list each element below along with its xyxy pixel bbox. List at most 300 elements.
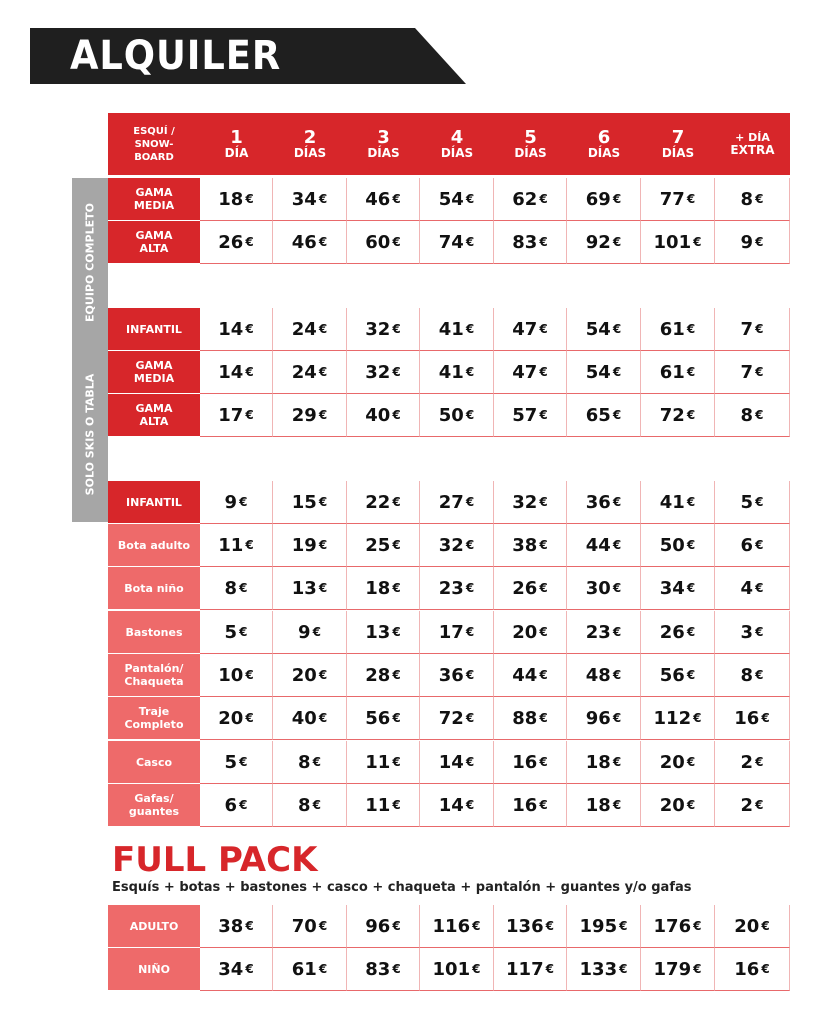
table-row-price [420,784,494,827]
price-value: 5 [740,491,754,513]
table-row-price [200,221,273,264]
price-value: 4 [740,577,754,599]
price-value: 10 [218,664,244,686]
table-row-price [494,351,567,394]
price-value: 34 [659,577,685,599]
price-value: 8 [740,664,754,686]
price-value: 8 [224,577,238,599]
currency-symbol: € [612,581,622,595]
currency-symbol: € [245,365,254,379]
price-value: 32 [512,491,538,513]
price-value: 62 [512,188,538,210]
price-value: 18 [218,188,244,210]
price-value: 28 [365,664,391,686]
price-value: 17 [218,404,244,426]
table-row-price [567,394,641,437]
table-row-price [494,221,567,264]
full-pack-row-price [641,948,715,991]
table-row-price [494,308,567,351]
table-row-label-text: Pantalón/ [124,662,184,675]
price-value: 8 [740,404,754,426]
table-row-price [641,178,715,221]
currency-symbol: € [612,365,622,379]
currency-symbol: € [545,919,554,933]
table-row-label [108,567,200,609]
header-corner [108,113,200,175]
header-day-number: 6 [597,126,611,148]
currency-symbol: € [465,322,475,336]
table-row-price [273,351,347,394]
table-row-price [273,308,347,351]
header-day [641,113,715,175]
table-row-price [641,308,715,351]
currency-symbol: € [755,495,764,509]
currency-symbol: € [686,798,696,812]
page-title: ALQUILER [70,33,282,79]
table-row-price [715,567,790,610]
table-row-price [641,611,715,654]
price-value: 57 [512,404,538,426]
currency-symbol: € [761,711,770,725]
price-value: 38 [218,915,244,937]
price-value: 83 [365,958,391,980]
price-value: 3 [740,621,754,643]
price-value: 14 [218,318,244,340]
currency-symbol: € [239,625,248,639]
table-row-label [108,741,200,783]
currency-symbol: € [392,538,401,552]
table-row-price [494,481,567,524]
price-value: 19 [291,534,317,556]
currency-symbol: € [686,668,696,682]
table-row-price [567,308,641,351]
currency-symbol: € [239,581,248,595]
group-label-solo: SOLO SKIS O TABLA [83,373,97,496]
table-row-price [715,741,790,784]
table-row-label-text: GAMA [135,186,173,199]
price-value: 6 [740,534,754,556]
price-value: 34 [218,958,244,980]
header-day-label: DÍAS [293,145,327,160]
currency-symbol: € [465,668,475,682]
currency-symbol: € [539,581,548,595]
table-row-price [200,697,273,740]
table-row-price [567,351,641,394]
header-day-label: DÍAS [367,145,400,160]
header-day [420,113,494,175]
currency-symbol: € [693,962,702,976]
price-value: 9 [740,231,754,253]
table-row-price [420,221,494,264]
currency-symbol: € [755,668,764,682]
table-row-label-text: GAMA [135,359,173,372]
currency-symbol: € [612,625,622,639]
table-row-price [641,741,715,784]
price-value: 16 [512,751,538,773]
table-row-label-text: Traje [138,705,170,718]
full-pack-row-label-text: NIÑO [138,962,170,976]
table-row-price [273,178,347,221]
table-row-label-text: guantes [128,805,180,818]
table-row-label [108,394,200,436]
price-value: 9 [224,491,238,513]
table-row-price [715,654,790,697]
table-row-price [641,567,715,610]
currency-symbol: € [472,962,481,976]
table-row-price [420,481,494,524]
table-row-price [347,481,420,524]
currency-symbol: € [539,192,548,206]
price-value: 17 [438,621,464,643]
table-row-label-text: Chaqueta [124,675,184,688]
price-value: 117 [506,958,544,980]
full-pack-row-price [715,948,790,991]
currency-symbol: € [245,919,254,933]
table-row-label-text: Gafas/ [134,792,174,805]
price-value: 70 [291,915,317,937]
group-label-equipo: EQUIPO COMPLETO [83,203,97,322]
currency-symbol: € [539,711,548,725]
price-value: 47 [512,318,538,340]
table-row-price [494,784,567,827]
price-value: 23 [585,621,611,643]
price-value: 60 [365,231,391,253]
price-value: 26 [512,577,538,599]
table-row-price [494,178,567,221]
table-row-price [347,178,420,221]
header-day-number: + DÍA [735,131,770,144]
header-corner-text: BOARD [134,151,174,163]
currency-symbol: € [539,495,548,509]
currency-symbol: € [755,192,764,206]
price-value: 20 [291,664,317,686]
currency-symbol: € [612,408,622,422]
price-value: 29 [291,404,317,426]
price-value: 101 [432,958,471,980]
price-value: 32 [438,534,464,556]
table-row-label-text: MEDIA [133,199,175,212]
table-row-price [567,221,641,264]
price-value: 6 [224,794,238,816]
currency-symbol: € [318,365,328,379]
price-value: 41 [659,491,685,513]
currency-symbol: € [612,192,622,206]
price-value: 26 [218,231,244,253]
table-row-price [273,481,347,524]
price-value: 46 [365,188,391,210]
price-value: 32 [365,318,391,340]
full-pack-row-price [494,948,567,991]
currency-symbol: € [239,495,248,509]
price-value: 176 [653,915,692,937]
price-value: 20 [512,621,538,643]
price-value: 36 [585,491,611,513]
currency-symbol: € [392,919,401,933]
currency-symbol: € [392,235,401,249]
table-row-label [108,178,200,220]
price-value: 41 [438,361,464,383]
full-pack-row-price [641,905,715,948]
price-value: 5 [224,621,238,643]
currency-symbol: € [465,408,475,422]
currency-symbol: € [612,322,622,336]
price-value: 18 [585,794,611,816]
table-row-price [347,697,420,740]
currency-symbol: € [392,192,401,206]
table-row-price [347,351,420,394]
table-row-price [200,654,273,697]
currency-symbol: € [755,581,764,595]
currency-symbol: € [392,625,401,639]
price-value: 88 [512,707,538,729]
price-value: 11 [365,751,391,773]
table-row-price [347,221,420,264]
table-row-label [108,784,200,826]
table-row-price [494,611,567,654]
table-row-label-text: INFANTIL [126,495,182,509]
header-day-number: 1 [230,126,243,148]
price-value: 61 [659,361,685,383]
table-row-price [200,351,273,394]
price-value: 96 [365,915,391,937]
currency-symbol: € [465,495,475,509]
header-day-number: 7 [671,126,685,148]
currency-symbol: € [686,581,696,595]
currency-symbol: € [465,365,475,379]
currency-symbol: € [318,711,328,725]
header-day [567,113,641,175]
table-row-price [200,784,273,827]
price-value: 56 [659,664,685,686]
table-row-price [494,567,567,610]
table-row-price [641,394,715,437]
table-row-price [420,741,494,784]
table-row-price [273,394,347,437]
table-row-price [273,524,347,567]
currency-symbol: € [612,235,622,249]
currency-symbol: € [612,668,622,682]
currency-symbol: € [761,962,770,976]
table-row-price [420,394,494,437]
table-row-price [200,741,273,784]
table-row-label-text: MEDIA [133,372,175,385]
full-pack-row-price [420,905,494,948]
price-value: 8 [298,794,311,816]
full-pack-row-price [347,948,420,991]
table-row-label [108,351,200,393]
table-row-price [567,654,641,697]
currency-symbol: € [465,625,475,639]
currency-symbol: € [612,495,622,509]
table-row-label [108,611,200,653]
price-value: 30 [585,577,611,599]
table-row-price [494,697,567,740]
table-row-price [567,697,641,740]
currency-symbol: € [392,495,401,509]
currency-symbol: € [612,538,622,552]
price-value: 7 [740,318,754,340]
full-pack-row-price [715,905,790,948]
table-row-label-text: GAMA [135,402,173,415]
currency-symbol: € [539,365,548,379]
price-value: 83 [512,231,538,253]
table-row-price [420,611,494,654]
currency-symbol: € [693,919,702,933]
table-row-price [273,221,347,264]
currency-symbol: € [612,711,622,725]
table-row-label-text: ALTA [139,242,169,255]
price-value: 16 [734,958,760,980]
price-value: 2 [740,794,754,816]
price-value: 23 [438,577,464,599]
price-value: 40 [291,707,317,729]
currency-symbol: € [465,711,475,725]
price-value: 20 [218,707,244,729]
full-pack-row-price [567,905,641,948]
table-row-price [347,611,420,654]
currency-symbol: € [761,919,770,933]
price-value: 72 [438,707,464,729]
price-value: 61 [659,318,685,340]
full-pack-row-price [494,905,567,948]
price-value: 56 [365,707,391,729]
table-row-price [200,524,273,567]
price-value: 54 [585,318,611,340]
price-value: 24 [291,361,317,383]
table-row-price [715,784,790,827]
table-row-price [420,697,494,740]
full-pack-row-price [273,905,347,948]
header-day [715,113,790,175]
currency-symbol: € [686,755,696,769]
header-day-number: 5 [524,126,537,148]
currency-symbol: € [245,235,254,249]
price-value: 34 [291,188,317,210]
table-row-price [347,524,420,567]
currency-symbol: € [755,798,764,812]
currency-symbol: € [686,538,696,552]
price-value: 69 [585,188,611,210]
table-row-price [420,567,494,610]
header-day-label: DÍA [224,145,249,160]
price-value: 9 [298,621,311,643]
table-row-price [420,351,494,394]
currency-symbol: € [755,322,764,336]
price-value: 136 [506,915,544,937]
table-row-price [347,654,420,697]
price-value: 54 [585,361,611,383]
table-row-label-text: Bota adulto [117,538,191,552]
price-value: 11 [365,794,391,816]
currency-symbol: € [539,235,548,249]
currency-symbol: € [755,538,764,552]
currency-symbol: € [245,711,254,725]
price-value: 92 [585,231,611,253]
currency-symbol: € [318,192,328,206]
header-day-number: 4 [450,126,464,148]
table-row-label [108,524,200,566]
group-solo-skis [72,350,108,522]
header-day-number: 2 [303,126,317,148]
price-value: 32 [365,361,391,383]
header-day-label: DÍAS [587,145,621,160]
group-equipo-completo [72,178,108,350]
table-row-price [715,481,790,524]
currency-symbol: € [312,798,321,812]
currency-symbol: € [245,538,254,552]
full-pack-row-label-text: ADULTO [129,919,179,933]
currency-symbol: € [318,962,328,976]
price-value: 41 [438,318,464,340]
table-row-price [200,394,273,437]
table-row-price [273,611,347,654]
header-day-label: DÍAS [661,145,695,160]
price-value: 50 [659,534,685,556]
currency-symbol: € [539,755,548,769]
currency-symbol: € [318,235,328,249]
table-row-price [273,567,347,610]
price-value: 20 [659,794,685,816]
price-value: 16 [512,794,538,816]
currency-symbol: € [392,755,401,769]
price-value: 195 [579,915,618,937]
full-pack-row-price [200,948,273,991]
currency-symbol: € [755,755,764,769]
price-value: 44 [585,534,611,556]
table-row-price [641,654,715,697]
currency-symbol: € [686,365,696,379]
full-pack-row-price [200,905,273,948]
currency-symbol: € [465,192,475,206]
price-value: 24 [291,318,317,340]
full-pack-row-price [347,905,420,948]
header-day-number: 3 [377,126,390,148]
currency-symbol: € [392,408,401,422]
price-value: 47 [512,361,538,383]
currency-symbol: € [318,919,328,933]
currency-symbol: € [392,711,401,725]
currency-symbol: € [318,581,328,595]
price-value: 65 [585,404,611,426]
price-value: 50 [438,404,464,426]
currency-symbol: € [245,668,254,682]
currency-symbol: € [686,495,696,509]
price-value: 26 [659,621,685,643]
price-value: 22 [365,491,391,513]
currency-symbol: € [539,668,548,682]
table-row-price [567,481,641,524]
price-value: 40 [365,404,391,426]
table-row-price [420,654,494,697]
currency-symbol: € [755,235,764,249]
header-day-label: DÍAS [514,145,547,160]
price-value: 116 [432,915,471,937]
table-row-price [715,308,790,351]
currency-symbol: € [465,235,475,249]
currency-symbol: € [392,322,401,336]
table-row-price [200,308,273,351]
table-row-price [200,611,273,654]
table-row-price [347,784,420,827]
currency-symbol: € [686,322,696,336]
currency-symbol: € [693,711,702,725]
table-row-price [641,524,715,567]
price-value: 18 [585,751,611,773]
table-row-price [200,481,273,524]
price-value: 14 [438,751,464,773]
currency-symbol: € [539,538,548,552]
table-row-price [273,784,347,827]
